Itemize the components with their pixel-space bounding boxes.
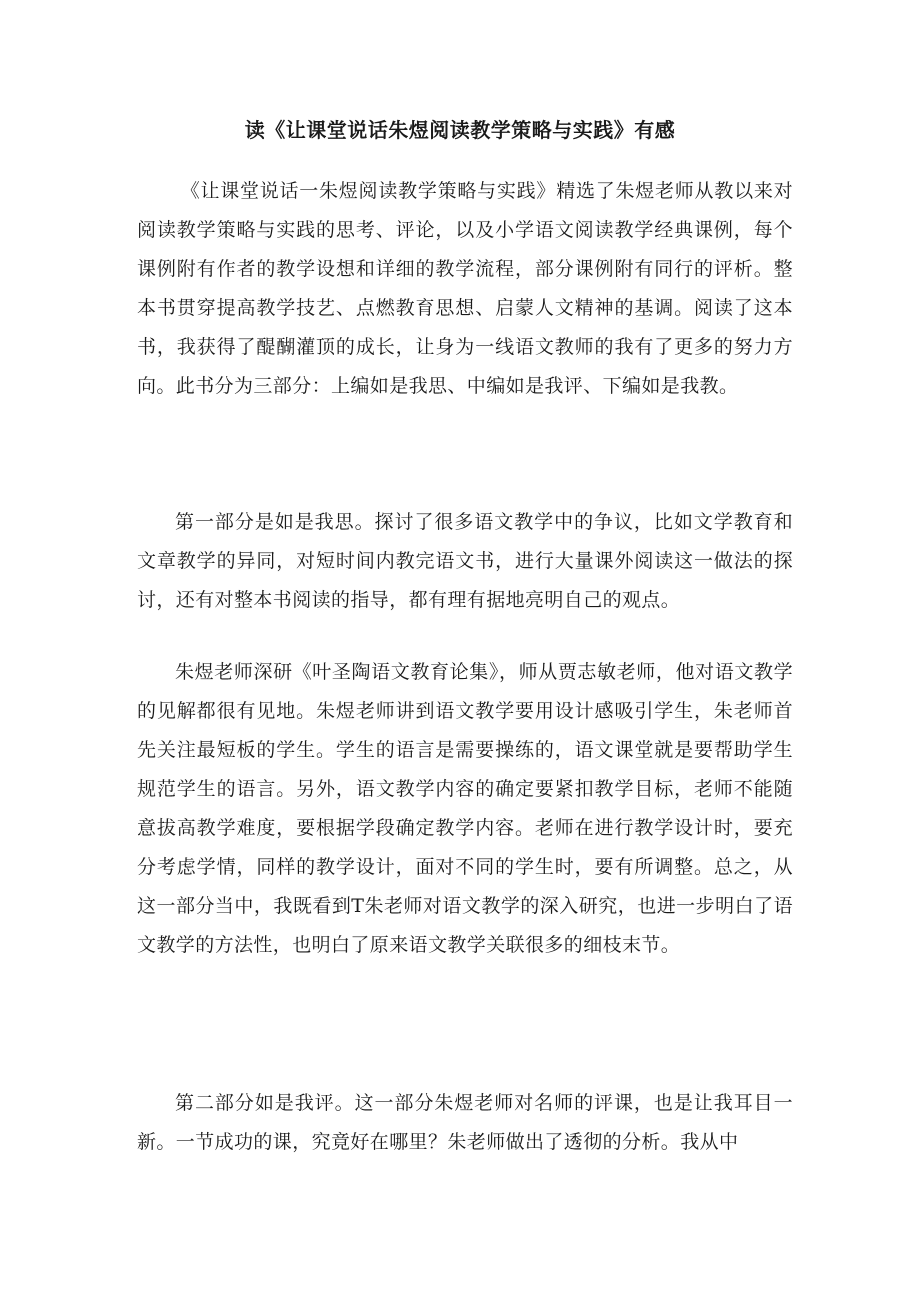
- paragraph-intro: [137, 172, 793, 406]
- paragraph-text: 第二部分如是我评。这一部分朱煜老师对名师的评课，也是让我耳目一新。一节成功的课，究竟好在哪里？朱老师做出了透彻的分析。我从中: [137, 1092, 793, 1153]
- document-title: 读《让课堂说话朱煜阅读教学策略与实践》有感: [244, 118, 676, 142]
- paragraph-part-one: [137, 503, 793, 620]
- paragraph-text: 《让课堂说话一朱煜阅读教学策略与实践》精选了朱煜老师从教以来对阅读教学策略与实践的思考、评论，以及小学语文阅读教学经典课例，每个课例附有作者的教学设想和详细的教学流程，部分课例附有同行的评析。整本书贯穿提高教学技艺、点燃教育思想、启蒙人文精神的基调。阅读了这本书，我获得了醍醐灌顶的成长，让身为一线语文教师的我有了更多的努力方向。此书分为三部分：上编如是我思、中编如是我评、下编如是我教。: [137, 180, 793, 397]
- paragraph-text: 第一部分是如是我思。探讨了很多语文教学中的争议，比如文学教育和文章教学的异同，对短时间内教完语文书，进行大量课外阅读这一做法的探讨，还有对整本书阅读的指导，都有理有据地亮明自己的观点。: [137, 511, 793, 611]
- paragraph-text: 朱煜老师深研《叶圣陶语文教育论集》，师从贾志敏老师，他对语文教学的见解都很有见地。朱煜老师讲到语文教学要用设计感吸引学生，朱老师首先关注最短板的学生。学生的语言是需要操练的，语文课堂就是要帮助学生规范学生的语言。另外，语文教学内容的确定要紧扣教学目标，老师不能随意拔高教学难度，要根据学段确定教学内容。老师在进行教学设计时，要充分考虑学情，同样的教学设计，面对不同的学生时，要有所调整。总之，从这一部分当中，我既看到T朱老师对语文教学的深入研究，也进一步明白了语文教学的方法性，也明白了原来语文教学关联很多的细枝末节。: [137, 661, 793, 956]
- paragraph-part-two: [137, 1084, 793, 1162]
- paragraph-zhu-yu-research: [137, 653, 793, 965]
